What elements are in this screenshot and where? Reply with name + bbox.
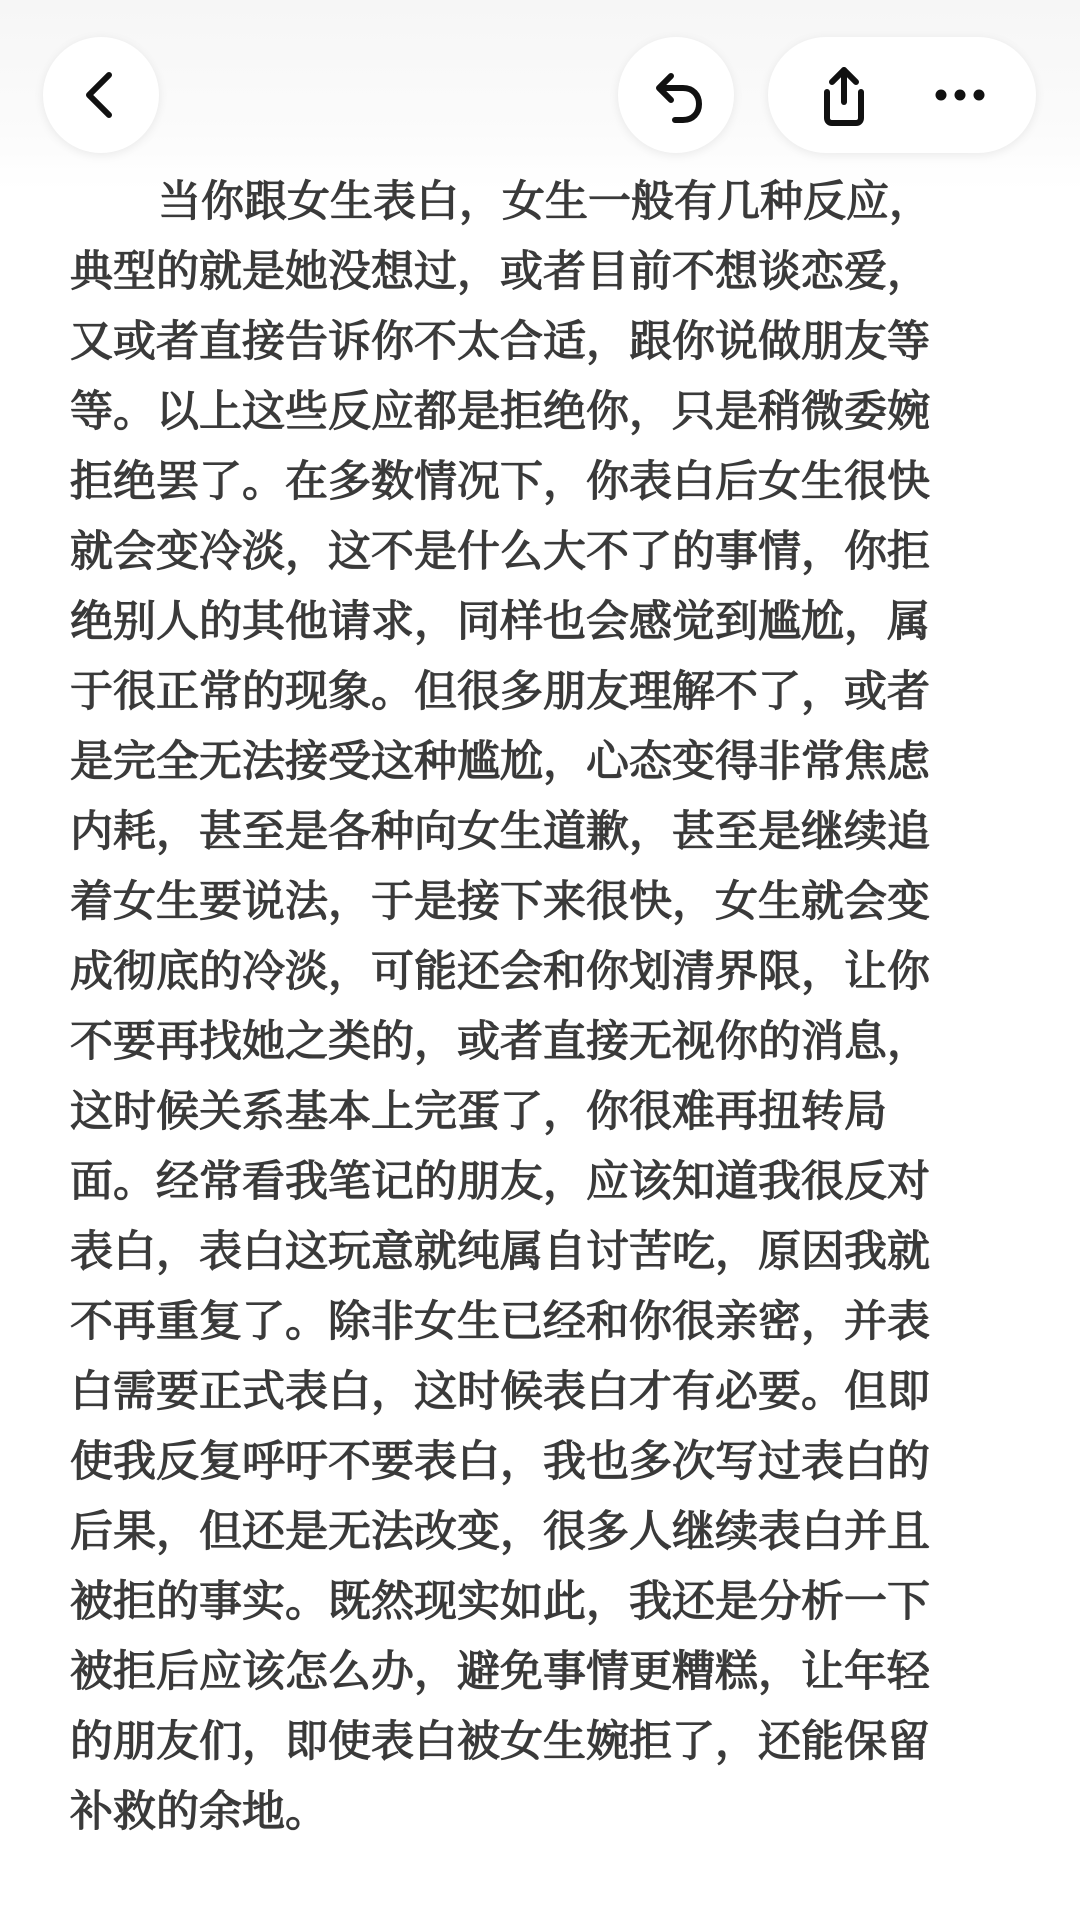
chevron-left-icon <box>71 65 131 125</box>
article-line: 绝别人的其他请求，同样也会感觉到尴尬，属 <box>70 597 930 647</box>
article-line: 使我反复呼吁不要表白，我也多次写过表白的 <box>70 1437 930 1487</box>
article-line: 典型的就是她没想过，或者目前不想谈恋爱， <box>70 247 930 297</box>
article-line: 当你跟女生表白，女生一般有几种反应， <box>158 177 932 227</box>
article-line: 表白，表白这玩意就纯属自讨苦吃，原因我就 <box>70 1227 930 1277</box>
article-line: 于很正常的现象。但很多朋友理解不了，或者 <box>70 667 930 717</box>
article-line: 补救的余地。 <box>70 1787 328 1837</box>
action-group <box>768 37 1036 153</box>
article-line: 成彻底的冷淡，可能还会和你划清界限，让你 <box>70 947 930 997</box>
article-line: 的朋友们，即使表白被女生婉拒了，还能保留 <box>70 1717 930 1767</box>
article-line: 又或者直接告诉你不太合适，跟你说做朋友等 <box>70 317 930 367</box>
top-toolbar <box>0 0 1080 190</box>
article-body <box>70 167 980 1847</box>
share-icon <box>809 60 879 130</box>
article-line: 内耗，甚至是各种向女生道歉，甚至是继续追 <box>70 807 930 857</box>
article-line: 被拒的事实。既然现实如此，我还是分析一下 <box>70 1577 930 1627</box>
undo-icon <box>641 60 711 130</box>
article-line: 白需要正式表白，这时候表白才有必要。但即 <box>70 1367 930 1417</box>
article-line: 是完全无法接受这种尴尬，心态变得非常焦虑 <box>70 737 930 787</box>
article-line: 被拒后应该怎么办，避免事情更糟糕，让年轻 <box>70 1647 930 1697</box>
article-line: 等。以上这些反应都是拒绝你，只是稍微委婉 <box>70 387 930 437</box>
more-button[interactable] <box>910 45 1010 145</box>
article-line: 后果，但还是无法改变，很多人继续表白并且 <box>70 1507 930 1557</box>
article-line: 着女生要说法，于是接下来很快，女生就会变 <box>70 877 930 927</box>
more-icon <box>925 60 995 130</box>
article-line: 面。经常看我笔记的朋友，应该知道我很反对 <box>70 1157 930 1207</box>
back-button[interactable] <box>43 37 159 153</box>
article-line: 就会变冷淡，这不是什么大不了的事情，你拒 <box>70 527 930 577</box>
article-line: 不要再找她之类的，或者直接无视你的消息， <box>70 1017 930 1067</box>
share-button[interactable] <box>794 45 894 145</box>
article-line: 不再重复了。除非女生已经和你很亲密，并表 <box>70 1297 930 1347</box>
undo-button[interactable] <box>618 37 734 153</box>
article-line: 这时候关系基本上完蛋了，你很难再扭转局 <box>70 1087 887 1137</box>
article-line: 拒绝罢了。在多数情况下，你表白后女生很快 <box>70 457 930 507</box>
